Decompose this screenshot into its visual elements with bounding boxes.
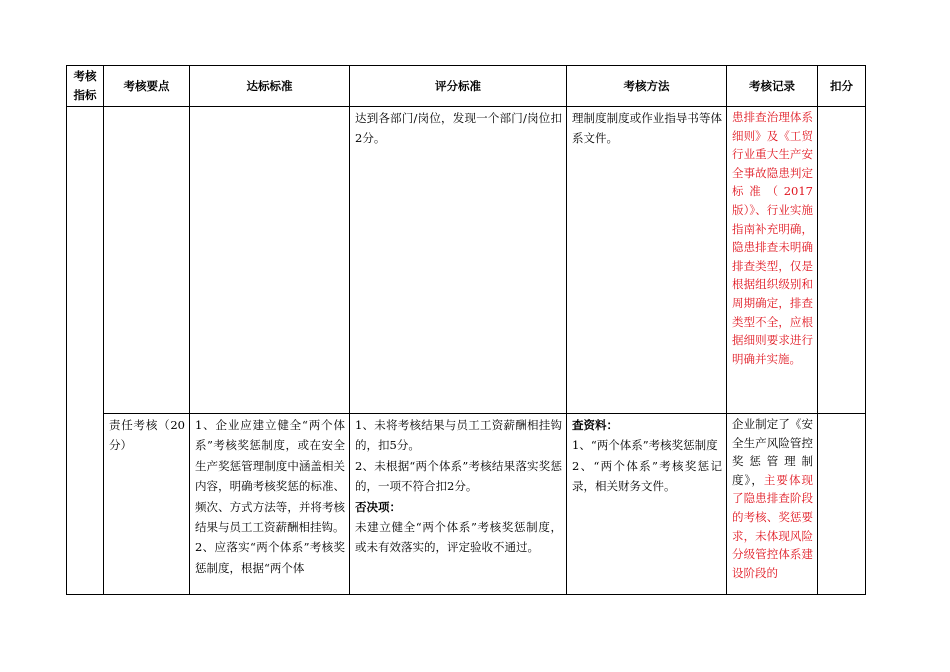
header-deduction: 扣分	[818, 66, 866, 107]
standard-item-2: 2、应落实“两个体系”考核奖惩制度，根据“两个体	[195, 540, 345, 575]
assessment-table	[66, 65, 866, 595]
record-text-black: 企业制定了《安全生产风险管控奖惩管理制度》，	[732, 417, 813, 487]
key-point-cell	[104, 414, 190, 595]
method-item-1: 1、“两个体系”考核奖惩制度	[572, 438, 718, 453]
record-text-red: 主要体现了隐患排查阶段的考核、奖惩要求，未体现风险分级管控体系建设阶段的	[732, 472, 813, 580]
veto-text: 未建立健全“两个体系”考核奖惩制度，或未有效落实的，评定验收不通过。	[355, 520, 562, 555]
record-cell	[727, 107, 818, 414]
standard-cell	[190, 414, 350, 595]
veto-title: 否决项：	[355, 499, 401, 514]
indicator-cell	[67, 107, 104, 595]
method-content	[567, 414, 726, 497]
header-indicator: 考核指标	[67, 66, 104, 107]
scoring-item-1: 1、未将考核结果与员工工资薪酬相挂钩的，扣5分。	[355, 418, 562, 453]
header-row	[67, 66, 866, 107]
table-row	[67, 414, 866, 595]
header-standard: 达标标准	[190, 66, 350, 107]
method-item-2: 2、“两个体系”考核奖惩记录，相关财务文件。	[572, 458, 722, 494]
record-content	[727, 414, 817, 582]
header-record: 考核记录	[727, 66, 818, 107]
header-method: 考核方法	[567, 66, 727, 107]
record-cell	[727, 414, 818, 595]
method-cell	[567, 414, 727, 595]
header-scoring: 评分标准	[350, 66, 567, 107]
standard-cell	[190, 107, 350, 414]
scoring-content	[350, 414, 566, 558]
scoring-text: 达到各部门/岗位，发现一个部门/岗位扣2分。	[355, 111, 562, 146]
scoring-cell	[350, 107, 567, 414]
table-row	[67, 107, 866, 414]
deduction-cell	[818, 107, 866, 414]
method-text: 理制度制度或作业指导书等体系文件。	[572, 111, 722, 146]
key-point-cell	[104, 107, 190, 414]
standard-content	[190, 414, 349, 578]
key-point-text: 责任考核（20分）	[109, 418, 185, 453]
method-cell	[567, 107, 727, 414]
header-key-point: 考核要点	[104, 66, 190, 107]
scoring-cell	[350, 414, 567, 595]
record-text: 患排查治理体系细则》及《工贸行业重大生产安全事故隐患判定标准（2017版）》、行业实施指南补充明确，隐患排查未明确排查类型，仅是根据组织级别和周期确定，排查类型不全，应根据细则要求进行明确并实施。	[732, 110, 813, 366]
standard-item-1: 1、企业应建立健全“两个体系”考核奖惩制度，或在安全生产奖惩管理制度中涵盖相关内容，明确考核奖惩的标准、频次、方式方法等，并将考核结果与员工工资薪酬相挂钩。	[195, 418, 345, 535]
scoring-item-2: 2、未根据“两个体系”考核结果落实奖惩的，一项不符合扣2分。	[355, 458, 562, 494]
deduction-cell	[818, 414, 866, 595]
method-title: 查资料：	[572, 418, 618, 432]
